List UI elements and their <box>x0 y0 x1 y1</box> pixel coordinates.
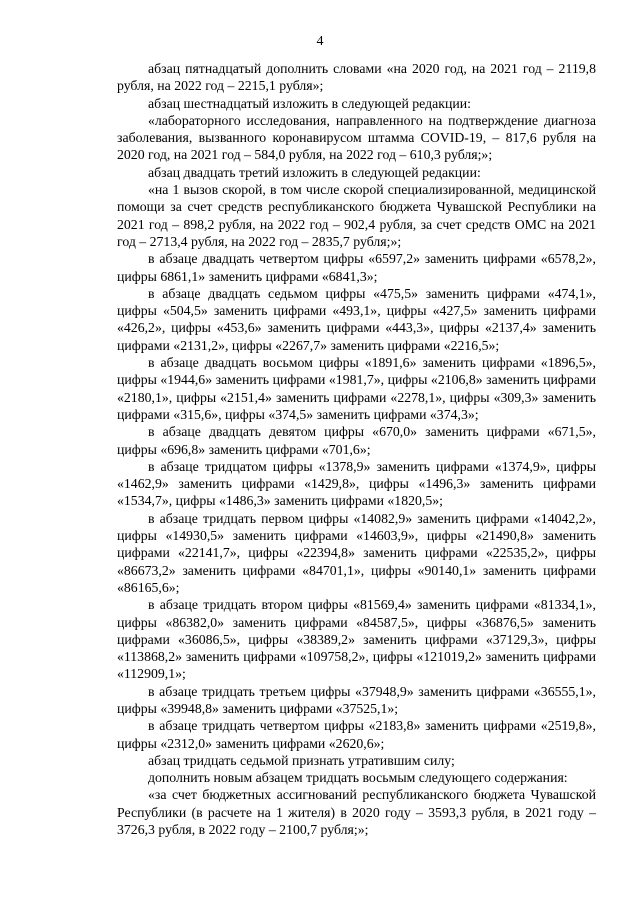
paragraph: дополнить новым абзацем тридцать восьмым следующего содержания: <box>148 770 568 786</box>
paragraph: абзац шестнадцатый изложить в следующей редакции: <box>148 95 471 111</box>
paragraph: абзац пятнадцатый дополнить словами «на 2020 год, на 2021 год – 2119,8 рубля, на 2022 год – 2215,1 рубля»; <box>117 61 596 94</box>
document-body <box>117 60 596 838</box>
paragraph: в абзаце двадцать девятом цифры «670,0» заменить цифрами «671,5», цифры «696,8» заменить цифрами «701,6»; <box>117 424 596 457</box>
paragraph: абзац двадцать третий изложить в следующей редакции: <box>148 164 481 180</box>
paragraph: абзац тридцать седьмой признать утратившим силу; <box>148 752 455 768</box>
paragraph: «лабораторного исследования, направленного на подтверждение диагноза заболевания, вызванного коронавирусом штамма COVID-19, – 817,6 рубля на 2020 год, на 2021 год – 584,0 рубля, на 2022 год – 610,3 рубля;»; <box>117 112 596 163</box>
paragraph: в абзаце двадцать четвертом цифры «6597,2» заменить цифрами «6578,2», цифры 6861,1» заменить цифрами «6841,3»; <box>117 251 596 284</box>
paragraph: «за счет бюджетных ассигнований республиканского бюджета Чувашской Республики (в расчете на 1 жителя) в 2020 году – 3593,3 рубля, в 2021 году – 3726,3 рубля, в 2022 году – 2100,7 рубля;»; <box>117 787 596 838</box>
paragraph: в абзаце тридцать первом цифры «14082,9» заменить цифрами «14042,2», цифры «14930,5» заменить цифрами «14603,9», цифры «21490,8» заменить цифрами «22141,7», цифры «22394,8» заменить цифрами «22535,2», цифры «86673,2» заменить цифрами «84701,1», цифры «90140,1» заменить цифрами «86165,6»; <box>117 510 596 595</box>
paragraph: в абзаце двадцать седьмом цифры «475,5» заменить цифрами «474,1», цифры «504,5» заменить цифрами «493,1», цифры «427,5» заменить цифрами «426,2», цифры «453,6» заменить цифрами «443,3», цифры «2137,4» заменить цифрами «2131,2», цифры «2267,7» заменить цифрами «2216,5»; <box>117 285 596 353</box>
paragraph: в абзаце тридцатом цифры «1378,9» заменить цифрами «1374,9», цифры «1462,9» заменить цифрами «1429,8», цифры «1496,3» заменить цифрами «1534,7», цифры «1486,3» заменить цифрами «1820,5»; <box>117 458 596 509</box>
paragraph: в абзаце тридцать третьем цифры «37948,9» заменить цифрами «36555,1», цифры «39948,8» заменить цифрами «37525,1»; <box>117 683 596 716</box>
page-number: 4 <box>316 34 324 49</box>
paragraph: в абзаце тридцать четвертом цифры «2183,8» заменить цифрами «2519,8», цифры «2312,0» заменить цифрами «2620,6»; <box>117 718 596 751</box>
paragraph: «на 1 вызов скорой, в том числе скорой специализированной, медицинской помощи за счет средств республиканского бюджета Чувашской Республики на 2021 год – 898,2 рубля, на 2022 год – 902,4 рубля, за счет средств ОМС на 2021 год – 2713,4 рубля, на 2022 год – 2835,7 рубля;»; <box>117 182 596 249</box>
paragraph: в абзаце тридцать втором цифры «81569,4» заменить цифрами «81334,1», цифры «86382,0» заменить цифрами «84587,5», цифры «36876,5» заменить цифрами «36086,5», цифры «38389,2» заменить цифрами «37129,3», цифры «113868,2» заменить цифрами «109758,2», цифры «121019,2» заменить цифрами «112909,1»; <box>117 597 596 682</box>
paragraph: в абзаце двадцать восьмом цифры «1891,6» заменить цифрами «1896,5», цифры «1944,6» заменить цифрами «1981,7», цифры «2106,8» заменить цифрами «2180,1», цифры «2151,4» заменить цифрами «2278,1», цифры «309,3» заменить цифрами «315,6», цифры «374,5» заменить цифрами «374,3»; <box>117 355 596 422</box>
